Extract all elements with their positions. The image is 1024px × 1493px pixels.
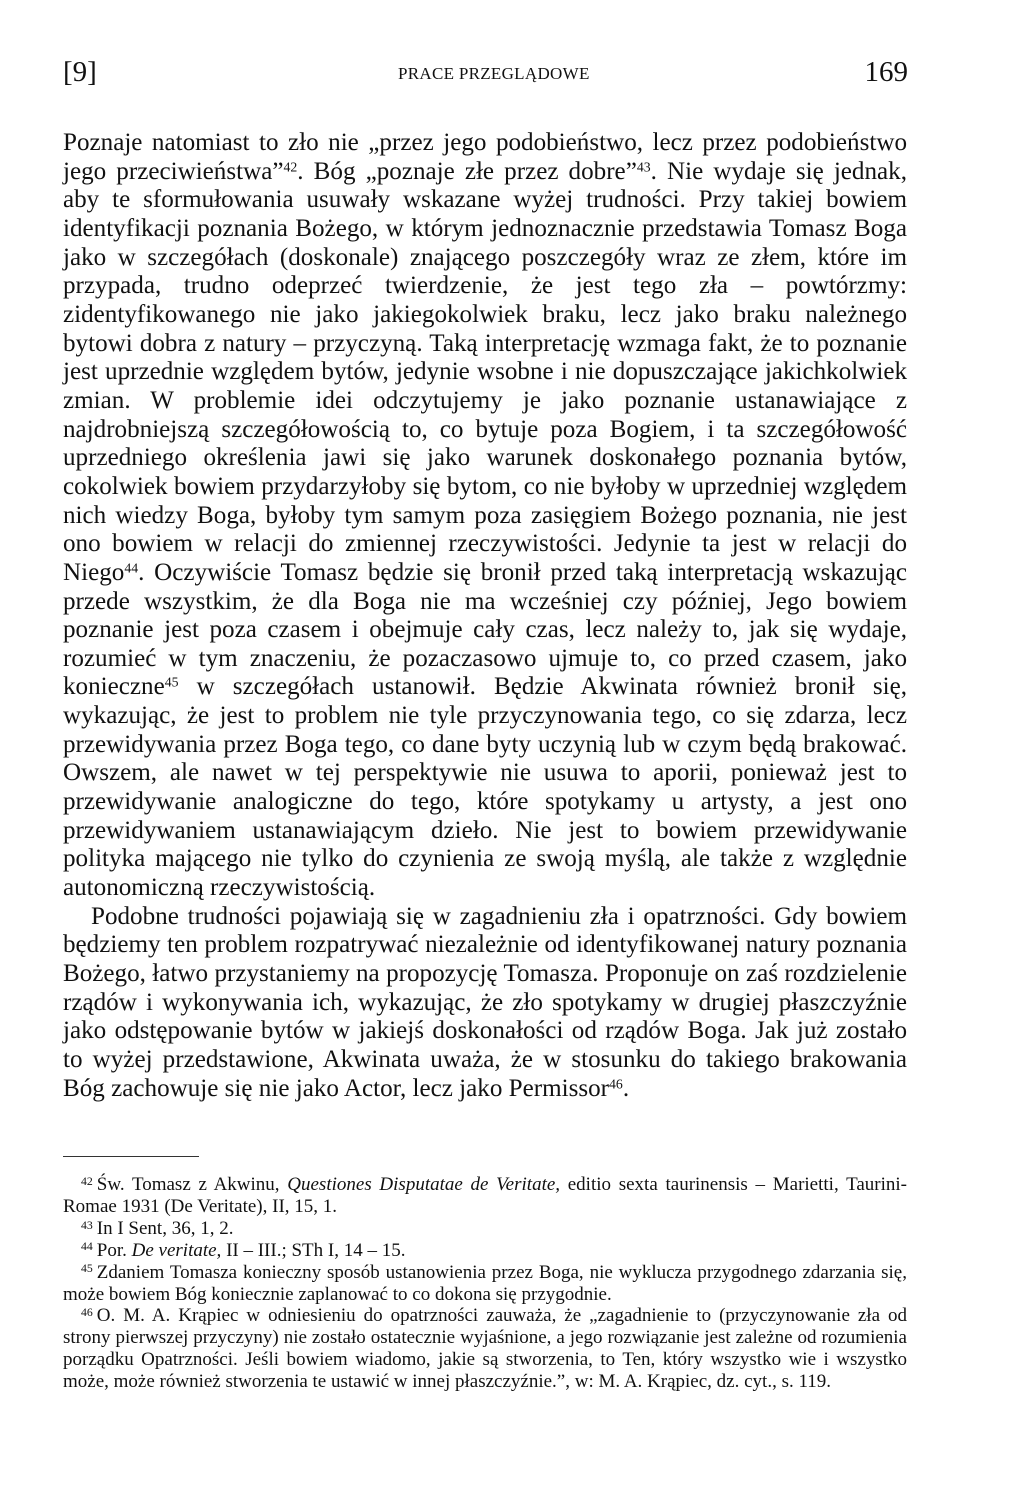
footnote bbox=[63, 1218, 907, 1240]
text-run: O. M. A. Krąpiec w odniesieniu do opatrzności zauważa, że „zagadnienie to (przyczynowanie zła od strony pierwszej przyczyny) nie zostało ostatecznie wyjaśnione, a jego rozwiązanie jest zależne od rozumienia porządku Opatrzności. Jeśli bowiem wiadomo, jakie są stworzenia, to Ten, który wszystko wie i wszystko może, może również stworzenia te ustawić w innej płaszczyźnie.”, w: M. A. Krąpiec, dz. cyt., s. 119. bbox=[63, 1305, 907, 1393]
text-run: editio sexta taurinensis – Marietti, Taurini-Romae 1931 (De Veritate), II, 15, 1. bbox=[63, 1174, 907, 1217]
footnote-number: 46 bbox=[81, 1306, 93, 1320]
text-run: Por. bbox=[96, 1239, 132, 1261]
paragraph bbox=[63, 903, 907, 1104]
footnote-number: 45 bbox=[81, 1262, 93, 1276]
text-run: . bbox=[622, 1074, 630, 1102]
footnote-reference: 44 bbox=[124, 560, 139, 576]
italic-title: De veritate, bbox=[131, 1239, 222, 1261]
text-run: . Nie wydaje się jednak, aby te sformułowania usuwały wskazane wyżej trudności. Przy takiej bowiem identyfikacji poznania Bożego, w którym jednoznacznie przedstawia Tomasz Boga jako w szczegółach (doskonale) znającego poszczegóły wraz ze złem, które im przypada, trudno odeprzeć twierdzenie, że jest tego zła – powtórzmy: zidentyfikowanego nie jako jakiegokolwiek braku, lecz jako braku należnego bytowi dobra z natury – przyczyną. Taką interpretację wzmaga fakt, że to poznanie jest uprzednie względem bytów, jedynie wsobne i nie dopuszczające jakichkolwiek zmian. W problemie idei odczytujemy je jako poznanie ustanawiające z najdrobniejszą szczegółowością to, co bytuje poza Bogiem, i ta szczegółowość uprzedniego określenia jawi się jako warunek doskonałego poznania bytów, cokolwiek bowiem przydarzyłoby się bytom, co nie byłoby w uprzedniej względem nich wiedzy Boga, byłoby tym samym poza zasięgiem Bożego poznania, nie jest ono bowiem w relacji do zmiennej rzeczywistości. Jedynie ta jest w relacji do Niego bbox=[63, 157, 907, 586]
footnote-number: 43 bbox=[81, 1218, 93, 1232]
footnote-number: 42 bbox=[81, 1174, 93, 1188]
footnotes bbox=[63, 1174, 907, 1393]
footnote-number: 44 bbox=[81, 1240, 93, 1254]
main-text bbox=[63, 129, 907, 1103]
italic-title: Questiones Disputatae de Veritate, bbox=[287, 1174, 561, 1195]
text-run: . Bóg „poznaje złe przez dobre” bbox=[297, 157, 637, 185]
text-run: II – III.; STh I, 14 – 15. bbox=[221, 1239, 406, 1261]
footnote-reference: 46 bbox=[609, 1076, 623, 1092]
text-run: Św. Tomasz z Akwinu, bbox=[96, 1174, 288, 1195]
footnote bbox=[63, 1262, 907, 1306]
footnote bbox=[63, 1240, 907, 1262]
footnote-reference: 43 bbox=[636, 159, 651, 175]
text-run: Poznaje natomiast to zło nie „przez jego podobieństwo, lecz przez podobieństwo jego przeciwieństwa” bbox=[63, 129, 907, 185]
text-run: In I Sent, 36, 1, 2. bbox=[96, 1217, 234, 1239]
footnote bbox=[63, 1305, 907, 1393]
running-title: PRACE PRZEGLĄDOWE bbox=[398, 64, 590, 83]
paragraph bbox=[63, 129, 907, 903]
footnote-reference: 45 bbox=[164, 674, 179, 690]
page-reference: [9] bbox=[63, 56, 97, 88]
text-run: . Oczywiście Tomasz będzie się bronił przed taką interpretacją wskazując przede wszystkim, że dla Boga nie ma wcześniej czy później, Jego bowiem poznanie jest poza czasem i obejmuje cały czas, lecz należy to, jak się wydaje, rozumieć w tym znaczeniu, że pozaczasowo ujmuje to, co przed czasem, jako konieczne bbox=[63, 558, 907, 701]
footnote-separator bbox=[63, 1156, 199, 1157]
page-number: 169 bbox=[864, 56, 908, 88]
footnote bbox=[63, 1174, 907, 1218]
text-run: Zdaniem Tomasza konieczny sposób ustanowienia przez Boga, nie wyklucza przygodnego zdarzania się, może bowiem Bóg koniecznie zaplanować to co dokona się przygodnie. bbox=[63, 1261, 907, 1305]
text-run: w szczegółach ustanowił. Będzie Akwinata również bronił się, wykazując, że jest to problem nie tyle przyczynowania tego, co się zdarza, lecz przewidywania przez Boga tego, co dane byty uczynią lub w czym będą brakować. Owszem, ale nawet w tej perspektywie nie usuwa to aporii, ponieważ jest to przewidywanie analogiczne do tego, które spotykamy u artysty, a jest ono przewidywaniem ustanawiającym dzieło. Nie jest to bowiem przewidywanie polityka mającego nie tylko do czynienia ze swoją myślą, ale także z względnie autonomiczną rzeczywistością. bbox=[63, 673, 907, 902]
running-header bbox=[63, 56, 908, 96]
footnote-reference: 42 bbox=[283, 159, 298, 175]
text-run: Podobne trudności pojawiają się w zagadnieniu zła i opatrzności. Gdy bowiem będziemy ten problem rozpatrywać niezależnie od identyfikowanej natury poznania Bożego, łatwo przystaniemy na propozycję Tomasza. Proponuje on zaś rozdzielenie rządów i wykonywania ich, wykazując, że zło spotykamy w drugiej płaszczyźnie jako odstępowanie bytów w jakiejś doskonałości od rządów Boga. Jak już zostało to wyżej przedstawione, Akwinata uważa, że w stosunku do takiego brakowania Bóg zachowuje się nie jako Actor, lecz jako Permissor bbox=[63, 902, 907, 1102]
